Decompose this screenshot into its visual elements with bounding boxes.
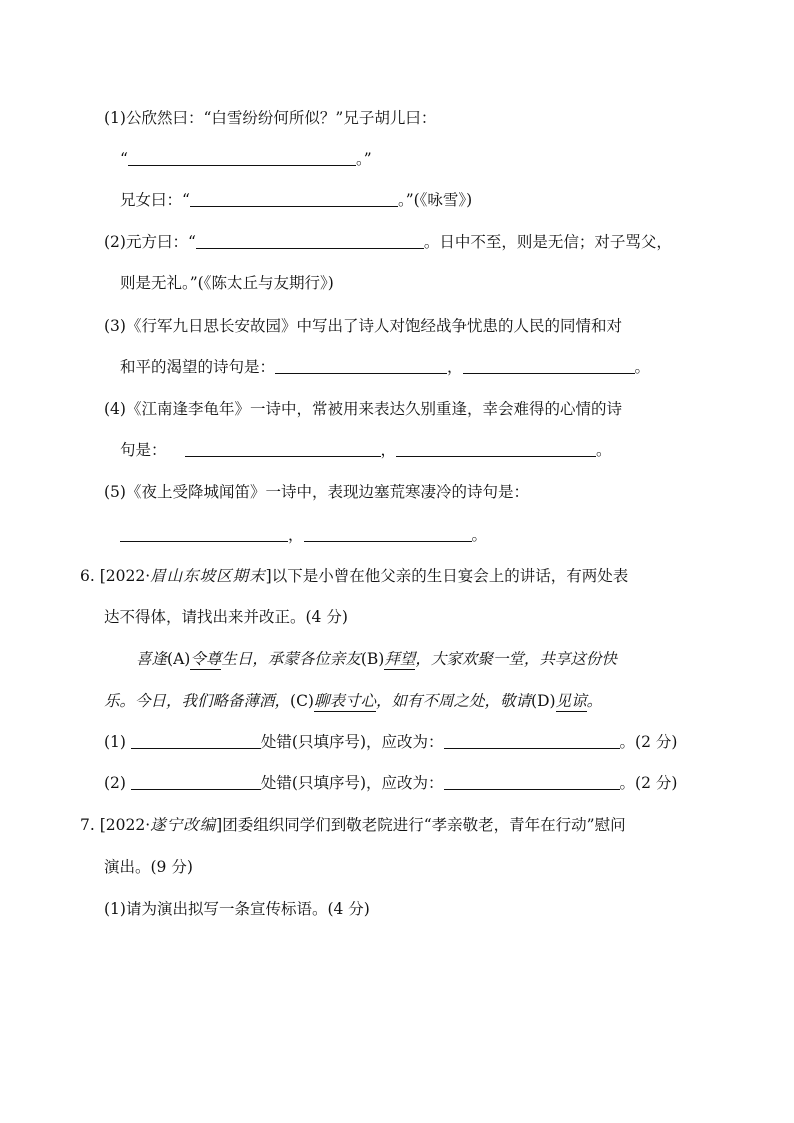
answer-text: 。(2 分): [619, 774, 678, 792]
answer-label: (2): [104, 774, 126, 792]
option-d-word: 见谅: [555, 692, 587, 710]
option-b-word: 拜望: [384, 650, 416, 668]
part-label: (2): [104, 233, 126, 251]
q5-part4-line2: [120, 439, 612, 461]
question-text: 《行军九日思长安故园》中写出了诗人对饱经战争忧患的人民的同情和对: [125, 317, 622, 335]
answer-label: (1): [104, 733, 126, 751]
q5-part5-line1: [104, 481, 529, 503]
question-number: 6.: [80, 567, 95, 585]
question-text: 。日中不至，则是无信；对子骂父，: [423, 233, 672, 251]
q6-speech-line1: [136, 648, 617, 670]
question-text: 以下是小曾在他父亲的生日宴会上的讲话，有两处表: [271, 567, 629, 585]
answer-blank[interactable]: [275, 357, 447, 374]
part-label: (3): [104, 317, 126, 335]
q5-part3-line2: [120, 356, 650, 378]
q7-sub1: [104, 898, 370, 920]
period: 。: [471, 526, 488, 544]
comma: ，: [447, 358, 463, 376]
source-open: [2022·: [99, 567, 151, 585]
question-text: (1)请为演出拟写一条宣传标语。(4 分): [104, 900, 370, 918]
answer-blank[interactable]: [463, 357, 635, 374]
source-open: [2022·: [99, 816, 151, 834]
q6-line2: [104, 606, 348, 628]
period: 。: [634, 358, 651, 376]
q5-part5-line2: [120, 524, 487, 546]
speech-text: 。: [586, 692, 603, 710]
question-text: 《夜上受降城闻笛》一诗中，表现边塞荒寒凄冷的诗句是：: [125, 483, 529, 501]
question-text: 公欣然曰：“白雪纷纷何所似？”兄子胡儿曰：: [125, 109, 437, 127]
part-label: (1): [104, 109, 126, 127]
q5-part2-line1: [104, 231, 672, 253]
q5-part1-line3: [120, 189, 472, 211]
answer-text: 处错(只填序号)，应改为：: [260, 733, 444, 751]
q6-line1: [80, 565, 628, 587]
part-label: (5): [104, 483, 126, 501]
source-close: ]: [265, 567, 272, 585]
answer-blank[interactable]: [190, 190, 398, 207]
answer-blank[interactable]: [396, 440, 596, 457]
answer-blank[interactable]: [444, 773, 620, 790]
q6-answer-2: [104, 772, 677, 794]
answer-text: 处错(只填序号)，应改为：: [260, 774, 444, 792]
speech-text: 喜逢: [136, 650, 168, 668]
question-text: 《江南逢李龟年》一诗中，常被用来表达久别重逢，幸会难得的心情的诗: [125, 400, 622, 418]
answer-blank[interactable]: [185, 440, 381, 457]
option-d-label: (D): [531, 692, 556, 710]
answer-blank[interactable]: [131, 773, 261, 790]
question-text: 元方曰：“: [125, 233, 196, 251]
question-text: 演出。(9 分): [104, 858, 193, 876]
speech-text: ，如有不周之处，敬请: [376, 692, 532, 710]
q7-line2: [104, 856, 193, 878]
q6-answer-1: [104, 731, 677, 753]
question-text: 。”(《咏雪》): [397, 191, 473, 209]
question-text: 句是：: [120, 441, 167, 459]
question-text: 达不得体，请找出来并改正。(4 分): [104, 608, 348, 626]
speech-text: ，大家欢聚一堂，共享这份快: [415, 650, 617, 668]
q5-part1-line2: [120, 148, 372, 170]
q5-part3-line1: [104, 315, 622, 337]
speech-text: 生日，承蒙各位亲友: [221, 650, 361, 668]
source-close: ]: [216, 816, 223, 834]
close-quote: 。”: [355, 150, 372, 168]
period: 。: [596, 441, 612, 459]
question-text: 和平的渴望的诗句是：: [120, 358, 276, 376]
answer-blank[interactable]: [196, 232, 424, 249]
option-c-label: (C): [290, 692, 314, 710]
answer-blank[interactable]: [131, 732, 261, 749]
q5-part4-line1: [104, 398, 622, 420]
question-text: 则是无礼。”(《陈太丘与友期行》): [120, 274, 334, 292]
answer-text: 。(2 分): [619, 733, 678, 751]
question-number: 7.: [80, 816, 95, 834]
q5-part2-line2: [120, 272, 334, 294]
question-text: 兄女曰：“: [120, 191, 190, 209]
answer-blank[interactable]: [444, 732, 620, 749]
part-label: (4): [104, 400, 126, 418]
option-c-word: 聊表寸心: [313, 692, 376, 710]
speech-text: 乐。今日，我们略备薄酒，: [104, 692, 291, 710]
comma: ，: [288, 526, 304, 544]
question-source: 眉山东坡区期末: [150, 567, 266, 585]
comma: ，: [380, 441, 397, 459]
question-text: 团委组织同学们到敬老院进行“孝亲敬老，青年在行动”慰问: [222, 816, 626, 834]
q6-speech-line2: [104, 690, 602, 712]
option-a-label: (A): [167, 650, 191, 668]
answer-blank[interactable]: [120, 525, 288, 542]
option-a-word: 令尊: [190, 650, 222, 668]
q5-part1-line1: [104, 107, 436, 129]
q7-line1: [80, 814, 626, 836]
answer-blank[interactable]: [128, 149, 356, 166]
question-source: 遂宁改编: [150, 816, 217, 834]
option-b-label: (B): [360, 650, 385, 668]
open-quote: “: [120, 150, 128, 168]
answer-blank[interactable]: [304, 525, 472, 542]
